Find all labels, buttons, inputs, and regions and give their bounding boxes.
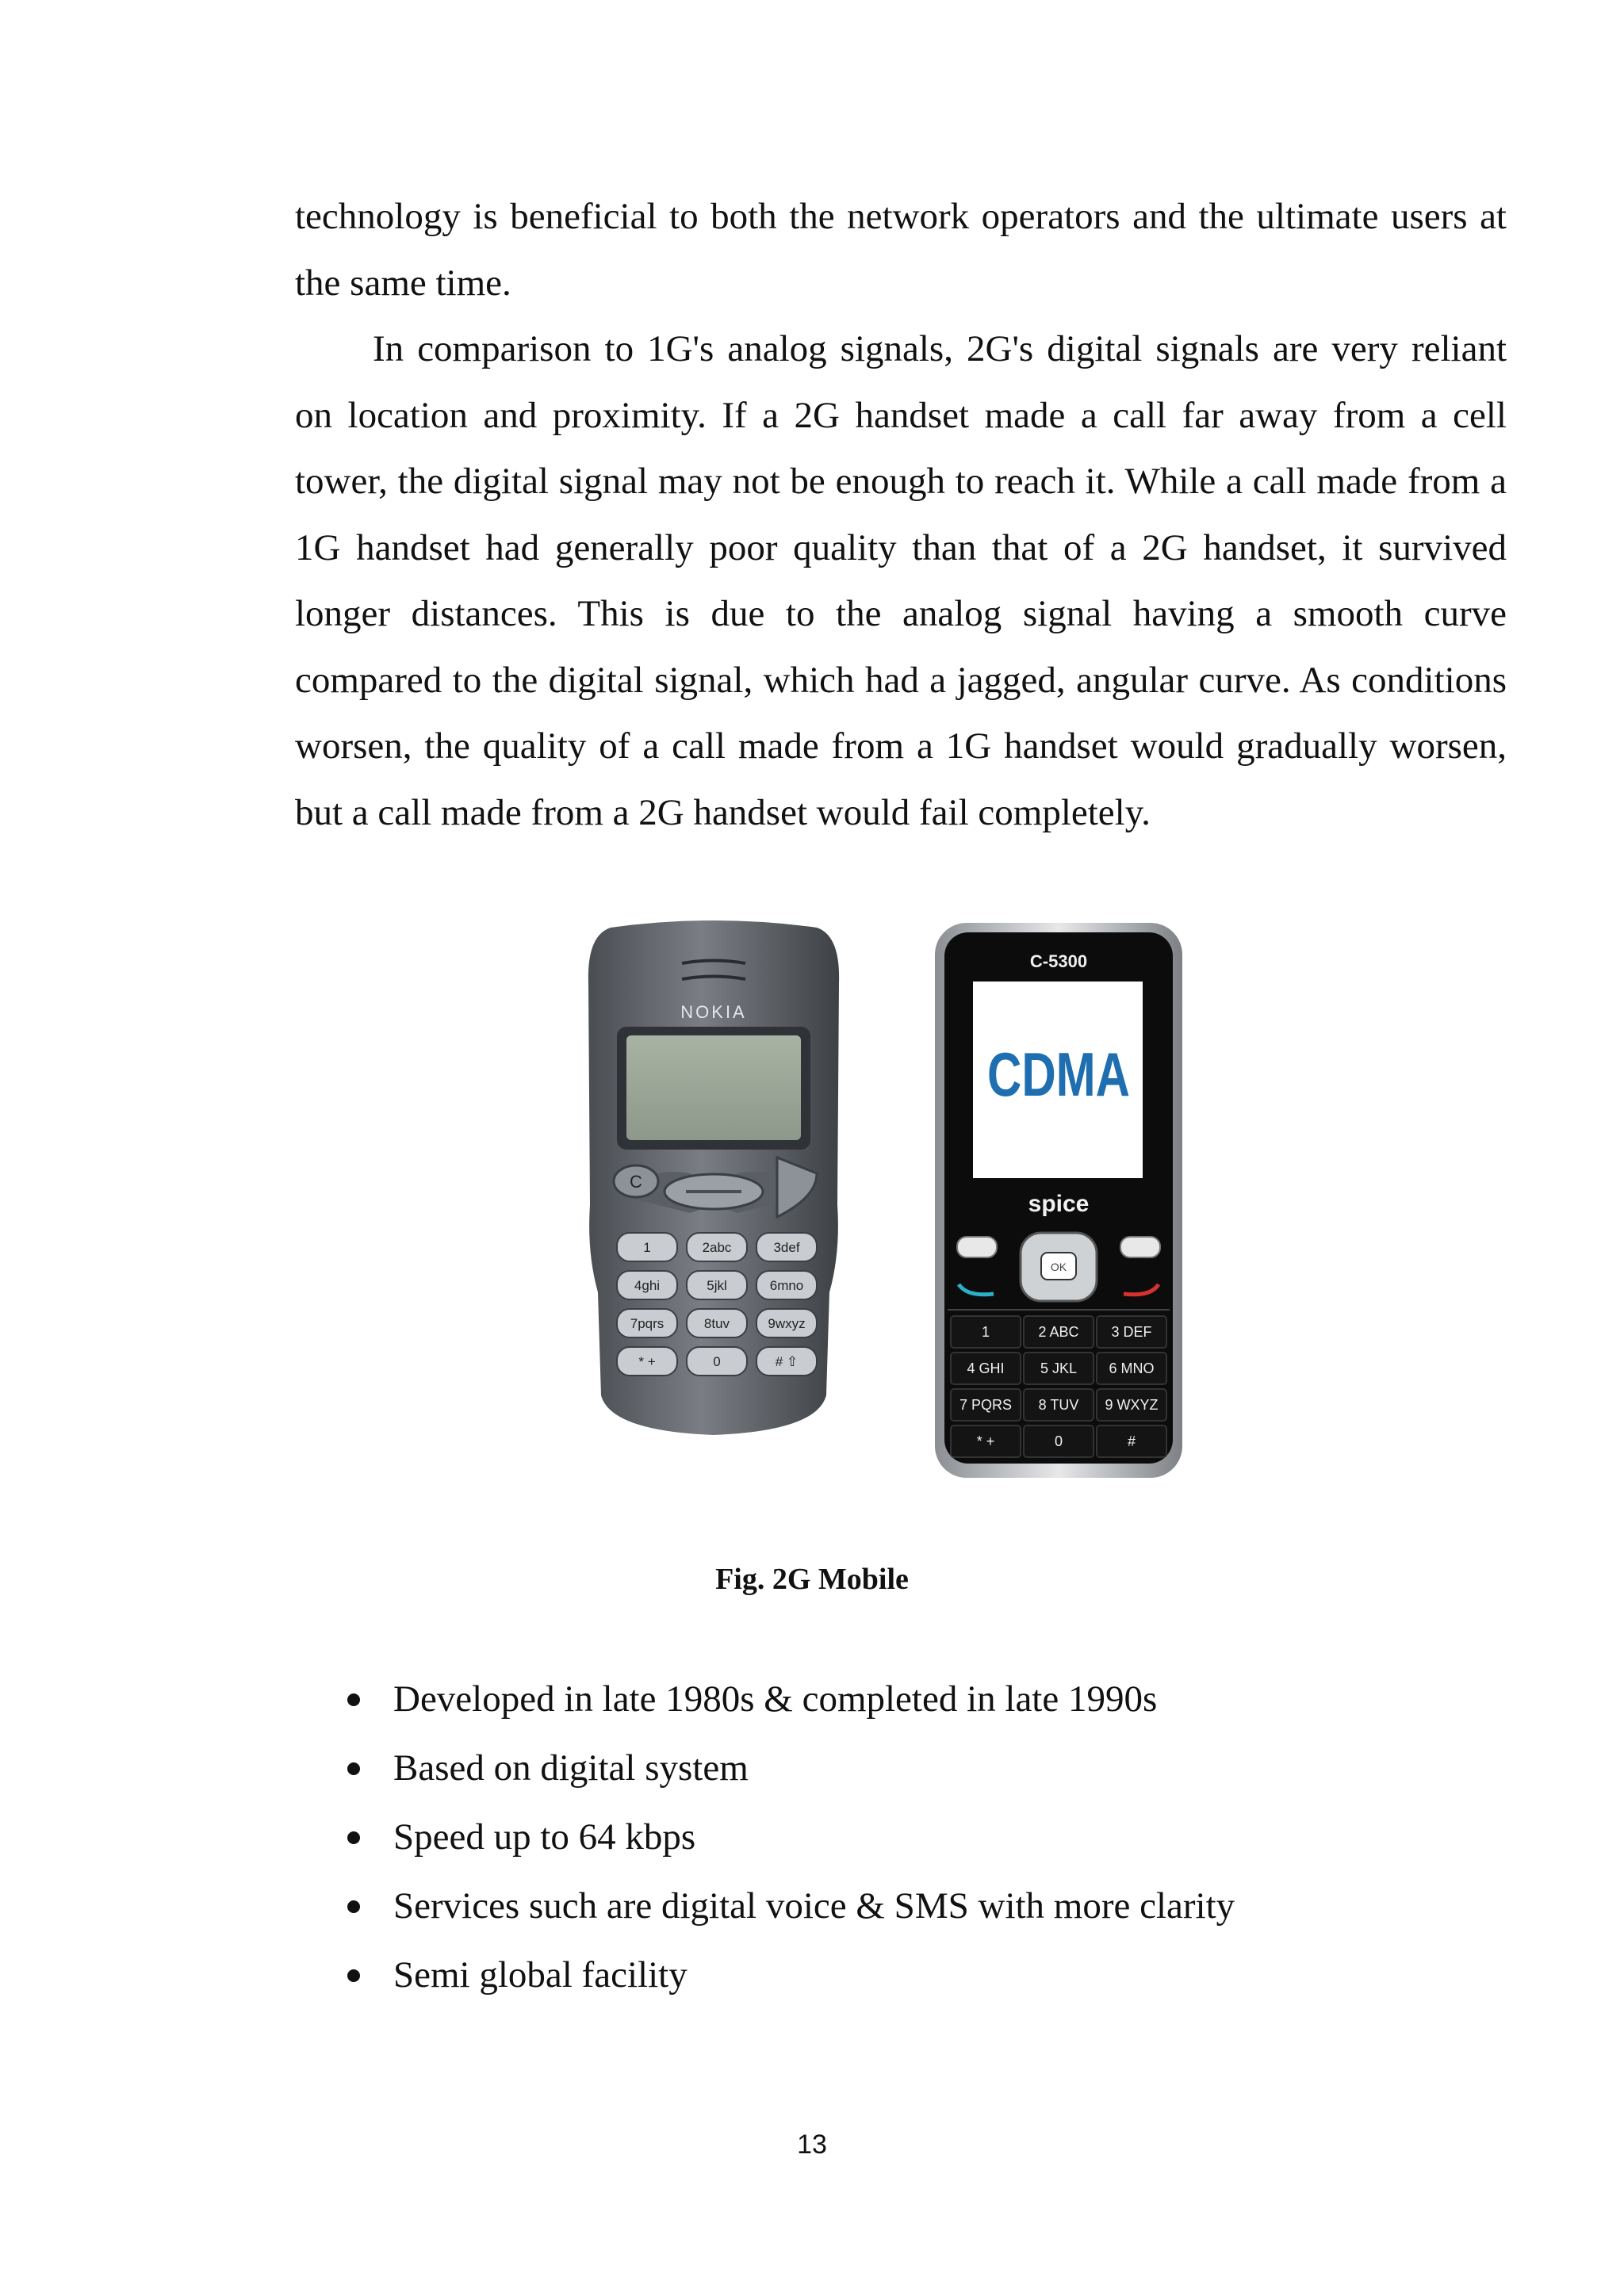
- keypad-key-label: 1: [643, 1240, 651, 1255]
- bullet-icon: [347, 1831, 360, 1844]
- keypad-key-label: 3def: [773, 1240, 800, 1255]
- keypad-key-label: 0: [713, 1354, 721, 1369]
- keypad-key-label: 3 DEF: [1111, 1324, 1152, 1340]
- keypad-key-label: 7 PQRS: [959, 1397, 1013, 1413]
- keypad-key-label: 4 GHI: [967, 1360, 1005, 1376]
- keypad-key-label: * +: [976, 1433, 995, 1449]
- keypad-key-label: 2 ABC: [1038, 1324, 1079, 1340]
- spice-screen-cdma: CDMA: [987, 1039, 1130, 1109]
- keypad-key-label: 9wxyz: [768, 1316, 806, 1331]
- spice-ok-key: OK: [1050, 1261, 1067, 1273]
- spice-phone-image: [932, 920, 1185, 1483]
- figure-caption: Fig. 2G Mobile: [715, 1563, 909, 1596]
- bullet-icon: [347, 1969, 360, 1982]
- keypad-key-label: #: [1127, 1433, 1136, 1449]
- paragraph-continuation: technology is beneficial to both the network operators and the ultimate users at the same time.: [295, 196, 1507, 304]
- figure-2g-mobile: [0, 904, 1624, 1506]
- list-item: Services such are digital voice & SMS with more clarity: [341, 1872, 1235, 1941]
- nokia-phone-image: [579, 920, 848, 1443]
- keypad-key-label: 7pqrs: [630, 1316, 665, 1331]
- nokia-c-key: C: [630, 1172, 642, 1192]
- keypad-key-label: 9 WXYZ: [1105, 1397, 1159, 1413]
- keypad-key-label: 6 MNO: [1109, 1360, 1155, 1376]
- keypad-key-label: 2abc: [702, 1240, 732, 1255]
- keypad-key-label: 5jkl: [707, 1278, 727, 1293]
- spice-model-label: C-5300: [1029, 951, 1088, 971]
- bullet-icon: [347, 1762, 360, 1775]
- list-item: Speed up to 64 kbps: [341, 1803, 1235, 1872]
- keypad-key-label: * +: [638, 1354, 656, 1369]
- spice-brand-label: spice: [1028, 1191, 1090, 1217]
- list-item: Based on digital system: [341, 1734, 1235, 1803]
- nokia-brand-label: NOKIA: [680, 1002, 747, 1022]
- bullet-icon: [347, 1693, 360, 1706]
- keypad-key-label: 0: [1054, 1433, 1063, 1449]
- list-item: Developed in late 1980s & completed in late 1990s: [341, 1665, 1235, 1734]
- keypad-key-label: 5 JKL: [1040, 1360, 1078, 1376]
- list-item: Semi global facility: [341, 1941, 1235, 2010]
- bullet-icon: [347, 1900, 360, 1913]
- paragraph-1g-vs-2g: In comparison to 1G's analog signals, 2G's digital signals are very reliant on location and proximity. If a 2G handset made a call far away from a cell tower, the digital signal may not be enough to reach it. While a call made from a 1G handset had generally poor quality than that of a 2G handset, it survived longer distances. This is due to the analog signal having a smooth curve compared to the digital signal, which had a jagged, angular curve. As conditions worsen, the quality of a call made from a 1G handset would gradually worsen, but a call made from a 2G handset would fail completely.: [295, 328, 1507, 833]
- keypad-key-label: 6mno: [769, 1278, 804, 1293]
- keypad-key-label: 8 TUV: [1038, 1397, 1079, 1413]
- feature-list: [341, 1665, 1235, 2010]
- page-number: 13: [797, 2130, 827, 2160]
- keypad-key-label: 8tuv: [703, 1316, 730, 1331]
- body-text: [295, 184, 1507, 846]
- keypad-key-label: 4ghi: [634, 1278, 661, 1293]
- keypad-key-label: 1: [981, 1324, 990, 1340]
- keypad-key-label: # ⇧: [775, 1354, 799, 1369]
